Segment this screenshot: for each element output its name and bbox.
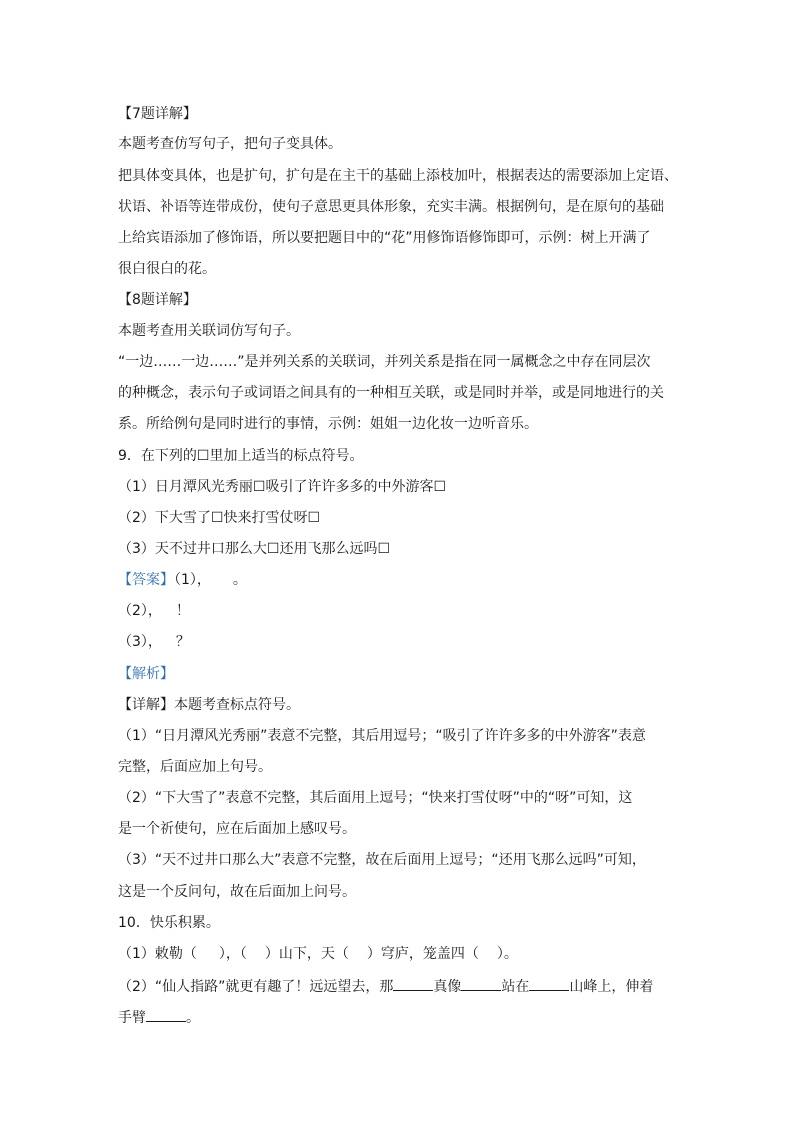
q9-item: （2）下大雪了☐快来打雪仗呀☐: [118, 510, 321, 526]
q7-detail-line: 状语、补语等连带成份，使句子意思更具体形象，充实丰满。根据例句，是在原句的基础: [118, 199, 664, 215]
analysis-label: 【解析】: [118, 666, 174, 682]
q10-item2-text: 手臂: [118, 1010, 146, 1026]
q8-intro: 本题考查用关联词仿写句子。: [118, 323, 300, 339]
q10-item2-text: 。: [186, 1010, 200, 1026]
answer-num: （3），: [118, 634, 162, 650]
q9-stem: 9．在下列的☐里加上适当的标点符号。: [118, 448, 364, 464]
q10-item2: [118, 976, 653, 997]
q9-explanation-line: 这是一个反问句，故在后面加上问号。: [118, 884, 356, 900]
answer-mark: ？: [175, 634, 190, 650]
q9-answer-row: [118, 570, 247, 590]
answer-label: 【答案】: [118, 572, 174, 588]
q8-detail-line: 的种概念，表示句子或词语之间具有的一种相互关联，或是同时并举，或是同地进行的关: [118, 385, 664, 401]
answer-num: （2），: [118, 603, 162, 619]
q10-item2-text: 山峰上，伸着: [569, 979, 654, 995]
q9-detail-intro-row: [118, 695, 300, 715]
q9-item: （3）天不过井口那么大☐还用飞那么远吗☐: [118, 541, 391, 557]
q9-explanation-line: 完整，后面应加上句号。: [118, 759, 272, 775]
q10-item1-text: ）。: [496, 946, 518, 962]
q10-item2-text: （2）“仙人指路”就更有趣了！远远望去，那: [118, 979, 394, 995]
q7-detail-line: 把具体变具体，也是扩句，扩句是在主干的基础上添枝加叶，根据表达的需要添加上定语、: [118, 168, 678, 184]
q8-detail-line: 系。所给例句是同时进行的事情，示例：姐姐一边化妆一边听音乐。: [118, 416, 538, 432]
answer-num: （1），: [174, 572, 211, 588]
q9-explanation-line: 是一个祈使句，应在后面加上感叹号。: [118, 821, 356, 837]
q10-item2-text: 真像: [433, 979, 462, 995]
answer-mark: ！: [175, 603, 190, 619]
q10-item1: [118, 944, 518, 964]
q8-heading: 【8题详解】: [118, 292, 197, 308]
q10-item1-text: （1）敕勒（: [118, 946, 197, 962]
q10-item1-text: ），（: [218, 946, 247, 962]
q8-detail-line: “一边……一边……”是并列关系的关联词，并列关系是指在同一属概念之中存在同层次: [118, 354, 651, 370]
q10-item2-text: 站在: [501, 979, 530, 995]
detail-label: 【详解】: [118, 697, 174, 713]
q10-item1-text: ）山下，天（: [264, 946, 349, 962]
answer-mark: 。: [232, 572, 247, 588]
q10-stem: 10．快乐积累。: [118, 915, 220, 931]
q9-answer-row: [118, 632, 190, 652]
q7-detail-line: 很白很白的花。: [118, 261, 216, 277]
q9-answer-row: [118, 601, 190, 621]
q7-detail-line: 上给宾语添加了修饰语，所以要把题目中的“花”用修饰语修饰即可，示例：树上开满了: [118, 230, 651, 246]
fill-blank: [529, 976, 569, 991]
q9-item: （1）日月潭风光秀丽☐吸引了许许多多的中外游客☐: [118, 479, 447, 495]
fill-blank: [393, 976, 433, 991]
q9-explanation-line: （1）“日月潭风光秀丽”表意不完整，其后用逗号；“吸引了许许多多的中外游客”表意: [118, 728, 646, 744]
q9-explanation-line: （2）“下大雪了”表意不完整，其后面用上逗号；“快来打雪仗呀”中的“呀”可知，这: [118, 790, 633, 806]
q9-explanation-line: （3）“天不过井口那么大”表意不完整，故在后面用上逗号；“还用飞那么远吗”可知，: [118, 852, 646, 868]
q10-item1-text: ）穹庐，笼盖四（: [366, 946, 479, 962]
q7-intro: 本题考查仿写句子，把句子变具体。: [118, 136, 342, 152]
q7-heading: 【7题详解】: [118, 106, 197, 122]
fill-blank: [146, 1007, 186, 1022]
q10-item2-cont: [118, 1007, 200, 1028]
fill-blank: [461, 976, 501, 991]
detail-intro: 本题考查标点符号。: [174, 697, 300, 713]
